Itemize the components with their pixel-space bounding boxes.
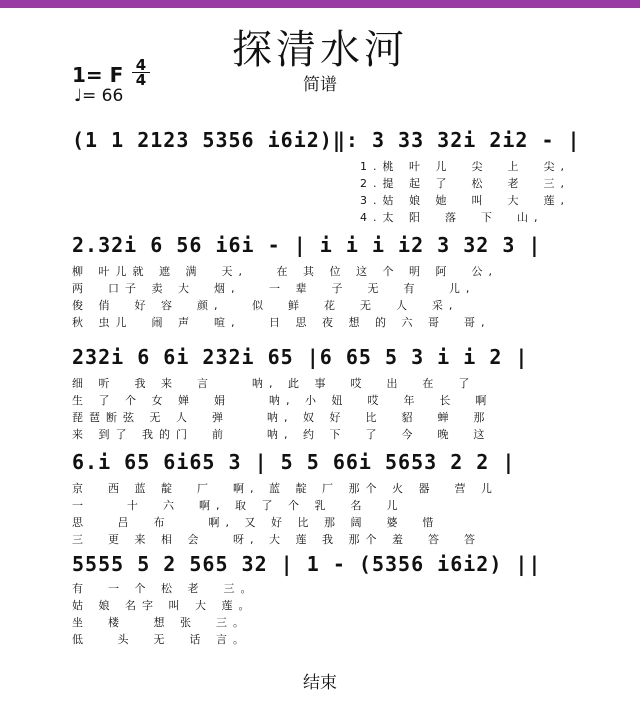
lyric-verse-4: 秋 虫儿 闹 声 喧, 日 思 夜 想 的 六 哥 哥, <box>72 316 491 329</box>
time-signature <box>132 58 150 87</box>
notes-line-5: 5555 5 2 565 32 | 1 - (5356 i6i2) || <box>72 552 542 576</box>
lyric-verse-4: 低 头 无 话 言。 <box>72 633 250 646</box>
subtitle: 简谱 <box>303 75 337 95</box>
lyric-verse-1: 京 西 蓝 靛 厂 啊, 蓝 靛 厂 那个 火 器 营 儿 <box>72 482 498 495</box>
lyric-verse-2: 一 十 六 啊, 取 了 个 乳 名 儿 <box>72 499 404 512</box>
song-title: 探清水河 <box>232 27 408 73</box>
top-border <box>0 0 640 8</box>
lyric-verse-1: 1.桃 叶 儿 尖 上 尖, <box>360 160 570 173</box>
key-signature: 1= F <box>72 63 124 87</box>
lyric-verse-4: 4.太 阳 落 下 山, <box>360 211 544 224</box>
lyric-verse-3: 俊 俏 好 容 颜, 似 鲜 花 无 人 采, <box>72 299 459 312</box>
time-bottom: 4 <box>135 71 147 89</box>
tempo-marking <box>74 86 123 106</box>
lyric-verse-3: 琵琶断弦 无 人 弹 呐, 奴 好 比 貂 蝉 那 <box>72 411 491 424</box>
lyric-verse-2: 姑 娘 名字 叫 大 莲。 <box>72 599 256 612</box>
lyric-verse-1: 有 一 个 松 老 三。 <box>72 582 258 595</box>
lyric-verse-4: 来 到了 我的门 前 呐, 约 下 了 今 晚 这 <box>72 428 491 441</box>
lyric-verse-2: 两 口子 卖 大 烟, 一 辈 子 无 有 儿, <box>72 282 476 295</box>
lyric-verse-2: 2.提 起 了 松 老 三, <box>360 177 570 190</box>
notes-line-4: 6.i 65 6i65 3 | 5 5 66i 5653 2 2 | <box>72 450 516 474</box>
quarter-note-icon: ♩ <box>74 86 83 106</box>
lyric-verse-1: 柳 叶儿就 遮 满 天, 在 其 位 这 个 明 阿 公, <box>72 265 498 278</box>
lyric-verse-1: 细 听 我 来 言 呐, 此 事 哎 出 在 了 <box>72 377 476 390</box>
lyric-verse-2: 生 了 个 女 婵 娟 呐, 小 妞 哎 年 长 啊 <box>72 394 493 407</box>
notes-line-1: (1 1 2123 5356 i6i2)‖: 3 33 32i 2i2 - | <box>72 128 581 152</box>
lyric-verse-4: 三 更 来 相 会 呀, 大 莲 我 那个 羞 答 答 <box>72 533 481 546</box>
lyric-verse-3: 思 吕 布 啊, 又 好 比 那 阔 婆 惜 <box>72 516 440 529</box>
time-top: 4 <box>135 56 147 74</box>
tempo-value: = 66 <box>82 86 124 106</box>
lyric-verse-3: 3.姑 娘 她 叫 大 莲, <box>360 194 570 207</box>
notes-line-3: 232i 6 6i 232i 65 |6 65 5 3 i i 2 | <box>72 345 529 369</box>
lyric-verse-3: 坐 楼 想 张 三。 <box>72 616 250 629</box>
notes-line-2: 2.32i 6 56 i6i - | i i i i2 3 32 3 | <box>72 233 542 257</box>
end-label: 结束 <box>303 673 337 693</box>
